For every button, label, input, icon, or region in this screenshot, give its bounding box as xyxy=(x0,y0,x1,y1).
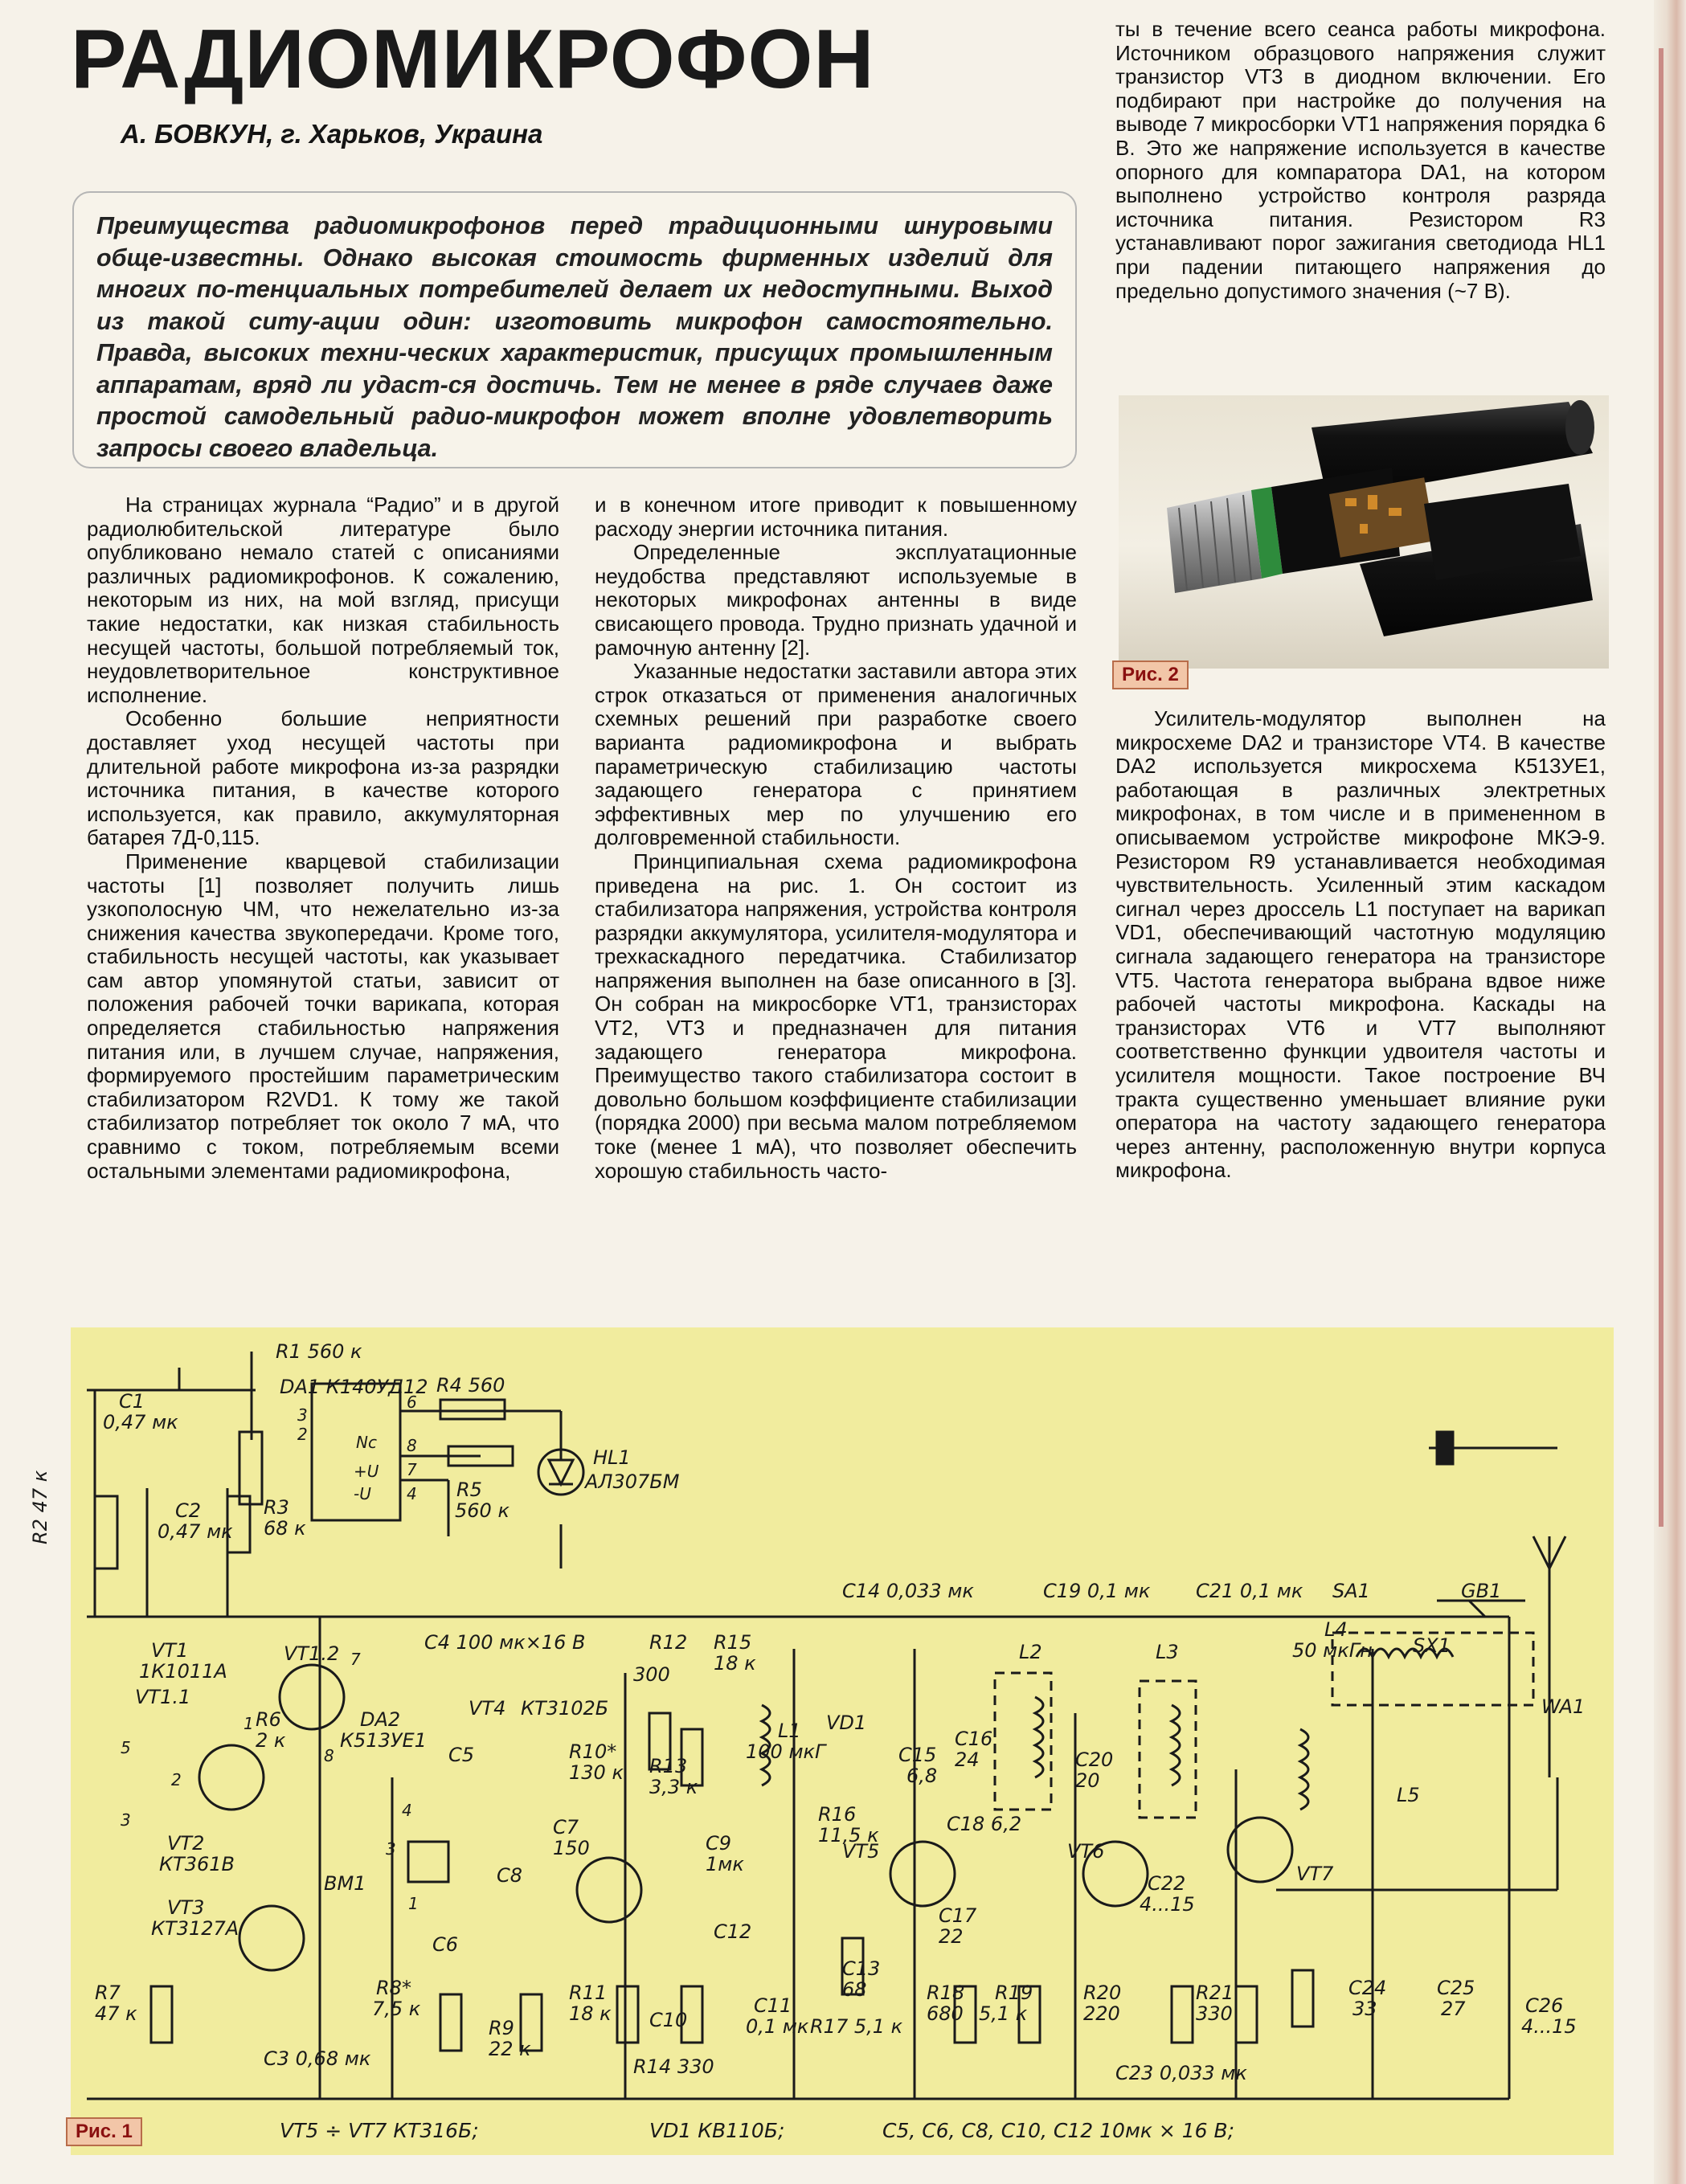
label-r17: R17 5,1 к xyxy=(810,2015,903,2038)
label-vt12: VT1.2 xyxy=(284,1642,340,1665)
label-r20: R20 xyxy=(1083,1982,1122,2004)
pin-vt1-5: 5 xyxy=(121,1738,131,1757)
label-vt3: VT3 xyxy=(167,1896,205,1919)
label-c2: C2 xyxy=(175,1499,202,1522)
note-varicap: VD1 КВ110Б; xyxy=(649,2119,785,2142)
label-r19v: 5,1 к xyxy=(979,2002,1028,2025)
label-c9: C9 xyxy=(706,1832,732,1855)
label-r5v: 560 к xyxy=(455,1499,509,1522)
label-r2: R2 47 к xyxy=(29,1470,51,1544)
label-r12v: 300 xyxy=(633,1663,670,1686)
lead-box xyxy=(72,191,1077,468)
label-l4v: 50 мкГн xyxy=(1292,1639,1373,1662)
pin-da2-4: 4 xyxy=(402,1801,412,1820)
label-c17v: 22 xyxy=(939,1925,964,1948)
label-c25v: 27 xyxy=(1441,1998,1466,2020)
pin-2: 2 xyxy=(297,1425,308,1444)
label-r8v: 7,5 к xyxy=(372,1998,421,2020)
label-r14: R14 330 xyxy=(633,2055,714,2078)
figure-1-caption: Рис. 1 xyxy=(66,2117,142,2146)
label-r13: R13 xyxy=(649,1755,688,1777)
paragraph: Указанные недостатки заставили автора этих строк отказаться от применения аналогичных схемных решений при разработке своего варианта радиомикрофона и выбрать параметрическую стабилизацию частоты задающего генератора с принятием эффективных мер по улучшению его долговременной стабильности. xyxy=(595,659,1077,850)
label-vt2: VT2 xyxy=(167,1832,205,1855)
label-c1v: 0,47 мк xyxy=(103,1411,178,1434)
label-bm1: BM1 xyxy=(324,1872,366,1895)
pin-6: 6 xyxy=(407,1393,417,1412)
label-c15: C15 xyxy=(898,1744,937,1766)
label-l5: L5 xyxy=(1397,1784,1420,1806)
label-r16v: 11,5 к xyxy=(818,1824,879,1847)
paragraph: Усилитель-модулятор выполнен на микросхеме DA2 и транзисторе VT4. В качестве DA2 используется микросхема К513УЕ1, работающая в различных электретных микрофонах, в том числе и в примененном в описываемом устройстве микрофоне МКЭ-9. Резистором R9 устанавливается необходимая чувствительность. Усиленный этим каскадом сигнал через дроссель L1 поступает на варикап VD1, обеспечивающий частотную модуляцию сигнала задающего генератора на транзисторе VT5. Частота генератора выбрана вдвое ниже рабочей частоты микрофона. Каскады на транзисторах VT6 и VT7 выполняют соответственно функции удвоителя частоты и усилителя мощности. Такое построение ВЧ тракта существенно уменьшает влияние руки оператора на частоту задающего генератора через антенну, расположенную внутри корпуса микрофона. xyxy=(1115,706,1606,1183)
body-column-2 xyxy=(595,493,1077,1183)
label-da2: DA2 xyxy=(360,1708,401,1731)
label-c21: C21 0,1 мк xyxy=(1196,1580,1303,1602)
label-r6: R6 xyxy=(256,1708,281,1731)
label-c5: C5 xyxy=(448,1744,475,1766)
label-c12: C12 xyxy=(714,1920,752,1943)
label-da1: DA1 К140УД12 xyxy=(280,1376,428,1398)
label-c24: C24 xyxy=(1348,1977,1387,1999)
label-r7v: 47 к xyxy=(95,2002,137,2025)
label-c26: C26 xyxy=(1525,1994,1564,2017)
label-vt1: VT1 xyxy=(151,1639,189,1662)
label-r18v: 680 xyxy=(927,2002,964,2025)
lead-text: Преимущества радиомикрофонов перед традиционными шнуровыми обще-известны. Однако высокая стоимость фирменных изделий для многих по-тенциальных потребителей делает их недоступными. Выход из такой ситу-ации один: изготовить микрофон самостоятельно. Правда, высоких техни-ческих характеристик, присущих промышленным аппаратам, вряд ли удаст-ся достичь. Тем не менее в ряде случаев даже простой самодельный радио-микрофон может вполне удовлетворить запросы своего владельца. xyxy=(96,212,1053,462)
pin-8: 8 xyxy=(407,1436,417,1455)
label-vt4: VT4 xyxy=(469,1697,506,1720)
microphone-photo xyxy=(1119,395,1609,669)
pin-vt1-8: 8 xyxy=(324,1746,334,1765)
label-vt3t: КТ3127А xyxy=(151,1917,239,1940)
label-c14: C14 0,033 мк xyxy=(842,1580,974,1602)
label-sx1: SX1 xyxy=(1413,1634,1451,1657)
label-vt6: VT6 xyxy=(1067,1840,1105,1863)
pin-vt1-3: 3 xyxy=(121,1810,131,1830)
label-r11: R11 xyxy=(569,1982,608,2004)
label-c25: C25 xyxy=(1437,1977,1475,1999)
label-r9v: 22 к xyxy=(489,2038,531,2060)
pin-plus-u: +U xyxy=(354,1462,379,1481)
label-c15v: 6,8 xyxy=(906,1765,938,1787)
note-transistors: VT5 ÷ VT7 КТ316Б; xyxy=(280,2119,479,2142)
label-r21v: 330 xyxy=(1196,2002,1233,2025)
label-c22: C22 xyxy=(1148,1872,1186,1895)
label-r7: R7 xyxy=(95,1982,121,2004)
label-l1: L1 xyxy=(778,1720,801,1742)
paragraph: Принципиальная схема радиомикрофона приведена на рис. 1. Он состоит из стабилизатора напряжения, устройства контроля разрядки аккумулятора, усилителя-модулятора и трехкаскадного передатчика. Стабилизатор напряжения выполнен на базе описанного в [3]. Он собран на микросборке VT1, транзисторах VT2, VT3 и предназначен для питания задающего генератора микрофона. Преимущество такого стабилизатора состоит в довольно большом коэффициенте стабилизации (порядка 2000) при весьма малом потребляемом токе (менее 1 мА), что позволяет обеспечить хорошую стабильность часто- xyxy=(595,849,1077,1183)
label-r9: R9 xyxy=(489,2017,514,2039)
label-l2: L2 xyxy=(1019,1641,1042,1663)
label-c24v: 33 xyxy=(1352,1998,1377,2020)
schematic-notes xyxy=(280,2119,1234,2142)
note-capacitors: C5, C6, C8, C10, C12 10мк × 16 В; xyxy=(882,2119,1235,2142)
pin-7: 7 xyxy=(407,1460,417,1479)
label-r12: R12 xyxy=(649,1631,688,1654)
label-c4: C4 100 мк×16 В xyxy=(424,1631,586,1654)
label-c13: C13 xyxy=(842,1957,881,1980)
label-c3: C3 0,68 мк xyxy=(264,2047,371,2070)
pin-minus-u: -U xyxy=(354,1484,371,1503)
body-column-3-bottom xyxy=(1115,707,1606,1183)
label-c11v: 0,1 мк xyxy=(746,2015,809,2038)
paragraph: Применение кварцевой стабилизации частоты [1] позволяет получить лишь узкополосную ЧМ, что нежелательно из-за снижения качества звукопередачи. Кроме того, стабильность несущей частоты, как указывает сам автор упомянутой статьи, зависит от положения рабочей точки варикапа, которая определяется стабильностью напряжения питания или, в лучшем случае, напряжения, формируемого простейшим параметрическим стабилизатором R2VD1. К тому же такой стабилизатор потребляет ток около 7 мА, что сравнимо с током, потребляемым всеми остальными элементами радиомикрофона, xyxy=(87,849,559,1183)
label-r3: R3 xyxy=(264,1496,289,1519)
label-r4: R4 560 xyxy=(436,1374,505,1397)
label-c10: C10 xyxy=(649,2009,688,2031)
label-r13v: 3,3 к xyxy=(649,1776,698,1798)
pin-vt1-2: 2 xyxy=(171,1770,182,1789)
pin-vt1-7: 7 xyxy=(350,1650,361,1669)
label-c20: C20 xyxy=(1075,1748,1114,1771)
article-title: РАДИОМИКРОФОН xyxy=(71,13,875,106)
schematic-wires xyxy=(87,1352,1557,2099)
label-l1v: 100 мкГ xyxy=(746,1740,826,1763)
label-c11: C11 xyxy=(754,1994,792,2017)
label-c9v: 1мк xyxy=(706,1853,744,1875)
paragraph: и в конечном итоге приводит к повышенному расходу энергии источника питания. xyxy=(595,493,1077,541)
body-column-3-top xyxy=(1115,18,1606,303)
label-vt2t: КТ361В xyxy=(159,1853,235,1875)
schematic-diagram xyxy=(29,1327,1614,2155)
schematic-figure-1 xyxy=(29,1327,1614,2155)
page-edge-line xyxy=(1659,48,1663,1527)
figure-2-caption: Рис. 2 xyxy=(1112,661,1189,689)
label-r18: R18 xyxy=(927,1982,965,2004)
label-c7v: 150 xyxy=(553,1837,590,1859)
paragraph: Особенно большие неприятности доставляет уход несущей частоты при длительной работе микрофона из-за разрядки источника питания, в качестве которого используется, как правило, аккумуляторная батарея 7Д-0,115. xyxy=(87,706,559,850)
label-c7: C7 xyxy=(553,1816,579,1838)
label-vt4t: КТ3102Б xyxy=(521,1697,609,1720)
label-r10v: 130 к xyxy=(569,1761,624,1784)
body-column-1 xyxy=(87,493,559,1183)
label-r21: R21 xyxy=(1196,1982,1234,2004)
pin-nc: Nc xyxy=(356,1433,377,1452)
label-r19: R19 xyxy=(995,1982,1033,2004)
paragraph: ты в течение всего сеанса работы микрофона. Источником образцового напряжения служит транзистор VT3 в диодном включении. Его подбирают при настройке до получения на выводе 7 микросборки VT1 напряжения порядка 6 В. Это же напряжение используется в качестве опорного для компаратора DA1, на котором выполнено устройство контроля разряда источника питания. Резистором R3 устанавливают порог зажигания светодиода HL1 при падении питающего напряжения до предельно допустимого значения (~7 В). xyxy=(1115,17,1606,303)
label-vt1t: 1К1011А xyxy=(139,1660,227,1683)
label-c26v: 4...15 xyxy=(1521,2015,1577,2038)
paragraph: Определенные эксплуатационные неудобства представляют используемые в некоторых микрофонах антенны в виде свисающего провода. Трудно признать удачной и рамочную антенну [2]. xyxy=(595,540,1077,660)
label-c23: C23 0,033 мк xyxy=(1115,2062,1247,2084)
label-hl1: HL1 xyxy=(593,1446,631,1469)
label-c13v: 68 xyxy=(842,1978,867,2001)
label-c20v: 20 xyxy=(1075,1769,1100,1792)
article-author: А. БОВКУН, г. Харьков, Украина xyxy=(121,119,543,149)
label-wa1: WA1 xyxy=(1541,1695,1586,1718)
pin-3: 3 xyxy=(297,1405,308,1425)
label-r11v: 18 к xyxy=(569,2002,612,2025)
label-c1: C1 xyxy=(119,1390,145,1413)
pin-da2-3: 3 xyxy=(386,1839,396,1859)
label-r15: R15 xyxy=(714,1631,752,1654)
label-c22v: 4...15 xyxy=(1140,1893,1195,1916)
label-da2t: К513УЕ1 xyxy=(340,1729,427,1752)
label-l3: L3 xyxy=(1156,1641,1179,1663)
label-c18: C18 6,2 xyxy=(947,1813,1022,1835)
label-vt7: VT7 xyxy=(1296,1863,1334,1885)
label-c16v: 24 xyxy=(955,1748,980,1771)
pin-4: 4 xyxy=(407,1484,417,1503)
pin-da2-1: 1 xyxy=(408,1894,419,1913)
label-gb1: GB1 xyxy=(1461,1580,1502,1602)
label-c17: C17 xyxy=(939,1904,977,1927)
label-r5: R5 xyxy=(456,1478,482,1501)
label-c8: C8 xyxy=(497,1864,523,1887)
label-c6: C6 xyxy=(432,1933,459,1956)
label-l4: L4 xyxy=(1324,1618,1348,1641)
paragraph: На страницах журнала “Радио” и в другой радиолюбительской литературе было опубликовано немало статей с описаниями различных радиомикрофонов. К сожалению, некоторым из них, на мой взгляд, присущи такие недостатки, как низкая стабильность несущей частоты, большой потребляемый ток, неудовлетворительное конструктивное исполнение. xyxy=(87,493,559,707)
label-r10: R10* xyxy=(569,1740,617,1763)
label-r15v: 18 к xyxy=(714,1652,756,1675)
label-c2v: 0,47 мк xyxy=(158,1520,233,1543)
label-c16: C16 xyxy=(955,1728,993,1750)
label-c19: C19 0,1 мк xyxy=(1043,1580,1151,1602)
label-r1: R1 560 к xyxy=(276,1340,362,1363)
label-r20v: 220 xyxy=(1083,2002,1120,2025)
label-sa1: SA1 xyxy=(1332,1580,1370,1602)
label-r16: R16 xyxy=(818,1803,857,1826)
label-r8: R8* xyxy=(376,1977,411,1999)
microphone-illustration xyxy=(1119,395,1609,669)
label-vt5: VT5 xyxy=(842,1840,880,1863)
label-vd1: VD1 xyxy=(826,1712,867,1734)
label-r6v: 2 к xyxy=(256,1729,286,1752)
pin-vt1-1: 1 xyxy=(243,1714,254,1733)
label-hl1t: АЛ307БМ xyxy=(585,1470,680,1493)
label-r3v: 68 к xyxy=(264,1517,306,1540)
label-vt11: VT1.1 xyxy=(135,1686,191,1708)
